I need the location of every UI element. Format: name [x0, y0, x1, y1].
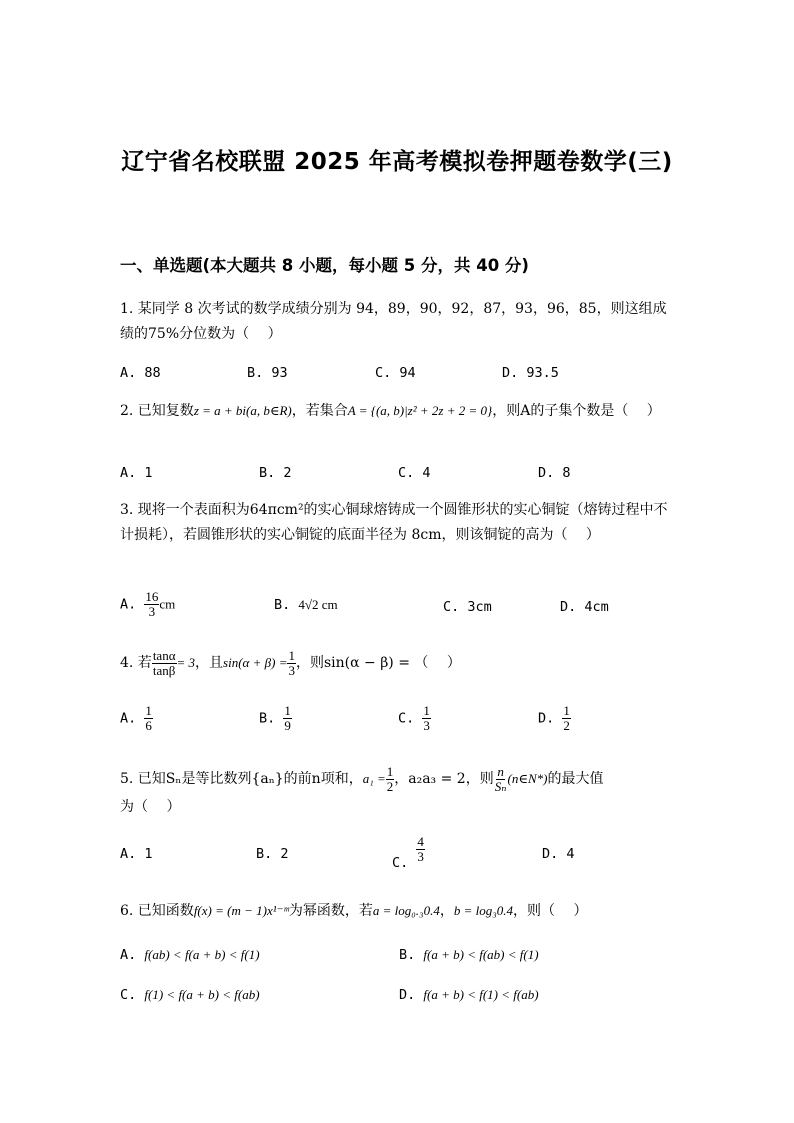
- fraction-numerator: 4: [417, 834, 424, 849]
- q5-option-d: D. 4: [542, 846, 575, 862]
- fraction-numerator: 1: [386, 763, 394, 779]
- q1-option-c: C. 94: [375, 365, 416, 381]
- q4-option-b: [259, 704, 292, 733]
- q5-a1: a₁ =: [362, 771, 386, 786]
- q5-option-c: [392, 834, 425, 871]
- fraction-denominator: tanβ: [152, 662, 176, 678]
- q5-suffix: 的最大值: [547, 771, 604, 787]
- option-label: D.: [399, 987, 416, 1003]
- q2-option-d: D. 8: [538, 465, 571, 481]
- question-2-text: [120, 398, 680, 424]
- question-3-text: 3. 现将一个表面积为64πcm²的实心铜球熔铸成一个圆锥形状的实心铜锭（熔铸过程中不计损耗），若圆锥形状的实心铜锭的底面半径为 8cm，则该铜锭的高为（ ）: [120, 502, 668, 543]
- q6-option-d: [399, 987, 539, 1003]
- q5-domain: (n∈N*): [507, 771, 548, 786]
- q2-set-expr: A = {(a, b)|z² + 2z + 2 = 0}: [347, 403, 493, 418]
- q4-condition: sin(α + β) =: [223, 655, 288, 670]
- fraction-denominator: 3: [423, 718, 430, 733]
- q5-line1: 5. 已知Sₙ是等比数列{aₙ}的前n项和，: [120, 771, 363, 787]
- fraction-numerator: 1: [145, 703, 152, 718]
- q5-ratio-fraction: [494, 765, 508, 794]
- q3-option-b-label: B.: [274, 597, 291, 613]
- q2-option-a: A. 1: [120, 465, 153, 481]
- q3-option-a: [120, 590, 175, 619]
- question-5-line-1: [120, 764, 680, 794]
- q6-function: f(x) = (m − 1)x¹⁻ᵐ: [193, 903, 289, 918]
- q1-option-d: D. 93.5: [502, 365, 559, 381]
- q2-suffix: ，则A的子集个数是（ ）: [492, 403, 661, 419]
- q5-a1-fraction: [386, 765, 395, 794]
- q2-prefix: 2. 已知复数: [120, 403, 194, 419]
- unit: cm: [159, 596, 176, 612]
- option-label: D.: [538, 710, 555, 727]
- fraction-numerator: n: [497, 763, 504, 779]
- fraction-numerator: tanα: [152, 647, 176, 663]
- q4-eq: = 3: [176, 655, 196, 670]
- fraction-numerator: 1: [563, 703, 570, 718]
- fraction-denominator: 2: [563, 718, 570, 733]
- q6-text-b: 为幂函数，若: [288, 903, 373, 919]
- question-6-text: [120, 898, 680, 924]
- q3-option-a-fraction: [144, 590, 159, 619]
- q5-option-b: B. 2: [256, 846, 289, 862]
- option-expr: f(a + b) < f(1) < f(ab): [423, 987, 539, 1002]
- q6-sep: ，: [439, 903, 454, 919]
- option-label: B.: [399, 947, 416, 963]
- option-fraction: [144, 704, 153, 733]
- fraction-denominator: 3: [148, 604, 156, 619]
- q6-a-expr: a = log₀.₃0.4: [372, 903, 440, 918]
- q2-option-b: B. 2: [259, 465, 292, 481]
- q5-a2a3: ，a₂a₃ = 2，则: [394, 771, 494, 787]
- option-label: C.: [398, 710, 415, 727]
- q6-option-a: [120, 947, 260, 963]
- option-expr: f(a + b) < f(ab) < f(1): [423, 947, 539, 962]
- option-label: B.: [259, 710, 276, 727]
- q4-option-d: [538, 704, 571, 733]
- fraction-numerator: 16: [145, 589, 159, 604]
- q6-b-expr: b = log₃0.4: [453, 903, 513, 918]
- question-5-line-2: 为（ ）: [120, 799, 181, 815]
- q4-tan-fraction: [152, 649, 177, 678]
- q6-text-a: 6. 已知函数: [120, 903, 194, 919]
- q4-cond-fraction: [287, 649, 296, 678]
- option-label: A.: [120, 947, 137, 963]
- q3-option-c: C. 3cm: [443, 599, 492, 615]
- fraction-numerator: 1: [423, 703, 430, 718]
- option-fraction: [422, 704, 431, 733]
- q3-option-d: D. 4cm: [560, 599, 609, 615]
- q5-option-a: A. 1: [120, 846, 153, 862]
- fraction-numerator: 1: [284, 703, 291, 718]
- q1-option-b: B. 93: [247, 365, 288, 381]
- question-1-text: 1. 某同学 8 次考试的数学成绩分别为 94，89，90，92，87，93，96，85，则这组成绩的75%分位数为（ ）: [120, 301, 667, 342]
- q2-complex-expr: z = a + bi(a, b∈R): [193, 403, 292, 418]
- q4-mid: ，且: [195, 655, 224, 671]
- option-fraction: [416, 835, 425, 864]
- q3-option-b-expr: 4√2 cm: [298, 597, 338, 612]
- q2-option-c: C. 4: [398, 465, 431, 481]
- section-heading: 一、单选题(本大题共 8 小题，每小题 5 分，共 40 分): [120, 256, 529, 275]
- fraction-denominator: 3: [288, 662, 295, 678]
- option-fraction: [283, 704, 292, 733]
- q4-option-a: [120, 704, 153, 733]
- question-4-text: [120, 648, 680, 678]
- fraction-denominator: 3: [417, 849, 424, 864]
- option-fraction: [562, 704, 571, 733]
- option-expr: f(1) < f(a + b) < f(ab): [144, 987, 260, 1002]
- fraction-denominator: 2: [386, 778, 394, 794]
- q3-option-a-label: A.: [120, 596, 137, 613]
- option-label: C.: [120, 987, 137, 1003]
- fraction-numerator: 1: [288, 647, 295, 663]
- fraction-denominator: 6: [145, 718, 152, 733]
- q3-option-b: [274, 597, 338, 613]
- page-title: 辽宁省名校联盟 2025 年高考模拟卷押题卷数学(三): [121, 149, 673, 175]
- q4-prefix: 4. 若: [120, 655, 152, 671]
- q1-option-a: A. 88: [120, 365, 161, 381]
- q6-option-b: [399, 947, 539, 963]
- option-expr: f(ab) < f(a + b) < f(1): [144, 947, 260, 962]
- q6-text-c: ，则（ ）: [513, 903, 588, 919]
- fraction-denominator: Sₙ: [494, 778, 507, 794]
- q6-option-c: [120, 987, 260, 1003]
- option-label: C.: [392, 854, 409, 871]
- q4-suffix: ，则sin(α − β) = （ ）: [295, 655, 461, 671]
- q4-option-c: [398, 704, 431, 733]
- fraction-denominator: 9: [284, 718, 291, 733]
- q2-mid: ，若集合: [291, 403, 348, 419]
- option-label: A.: [120, 710, 137, 727]
